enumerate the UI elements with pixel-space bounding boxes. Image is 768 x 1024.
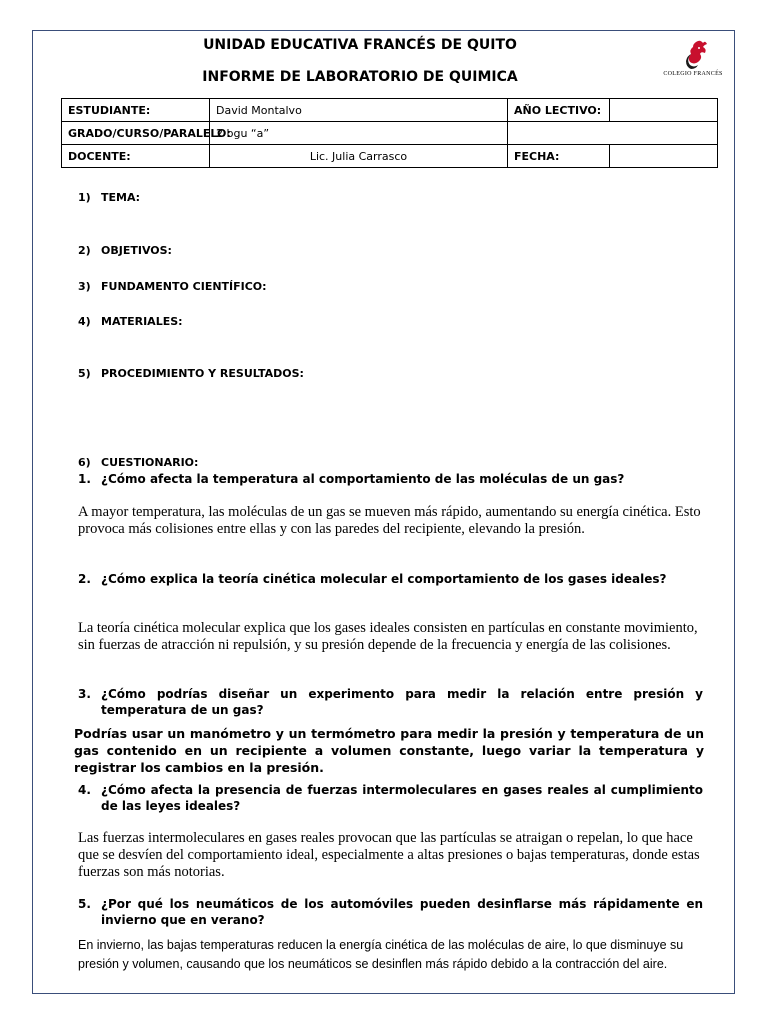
section-tema (78, 191, 140, 204)
info-row-grado (62, 122, 718, 145)
question-2 (78, 571, 703, 587)
section-fundamento (78, 280, 267, 293)
info-row-docente (62, 145, 718, 168)
question-number: 5. (78, 897, 91, 911)
student-info-table (61, 98, 718, 168)
question-text: ¿Cómo explica la teoría cinética molecular el comportamiento de los gases ideales? (101, 572, 667, 586)
question-text: ¿Cómo afecta la presencia de fuerzas intermoleculares en gases reales al cumplimiento de las leyes ideales? (101, 783, 703, 813)
logo-caption: COLEGIO FRANCÉS (663, 71, 723, 77)
question-3 (78, 686, 703, 718)
anio-lectivo-value[interactable] (610, 99, 718, 122)
docente-label: DOCENTE: (62, 145, 210, 168)
section-label: FUNDAMENTO CIENTÍFICO: (101, 280, 267, 293)
section-number: 1) (78, 191, 91, 204)
answer-3: Podrías usar un manómetro y un termómetro para medir la presión y temperatura de un gas contenido en un recipiente a volumen constante, luego variar la temperatura y registrar los cambios en la presión. (74, 726, 704, 775)
question-5 (78, 896, 703, 928)
section-procedimiento (78, 367, 304, 380)
section-number: 6) (78, 456, 91, 469)
grado-label: GRADO/CURSO/PARALELO: (62, 122, 210, 145)
rooster-logo-icon (660, 38, 726, 84)
answer-1: A mayor temperatura, las moléculas de un gas se mueven más rápido, aumentando su energía cinética. Esto provoca más colisiones entre ellas y con las paredes del recipiente, elevando la presión. (78, 504, 701, 537)
school-name: UNIDAD EDUCATIVA FRANCÉS DE QUITO (203, 37, 517, 53)
question-1 (78, 471, 703, 487)
section-objetivos (78, 244, 172, 257)
question-text: ¿Por qué los neumáticos de los automóviles pueden desinflarse más rápidamente en invierno que en verano? (101, 897, 703, 927)
question-number: 4. (78, 783, 91, 797)
empty-cell (508, 122, 718, 145)
section-number: 2) (78, 244, 91, 257)
estudiante-label: ESTUDIANTE: (62, 99, 210, 122)
question-number: 3. (78, 687, 91, 701)
section-label: OBJETIVOS: (101, 244, 172, 257)
report-title: INFORME DE LABORATORIO DE QUIMICA (202, 69, 518, 85)
section-cuestionario (78, 456, 198, 469)
question-text: ¿Cómo podrías diseñar un experimento para medir la relación entre presión y temperatura de un gas? (101, 687, 703, 717)
question-text: ¿Cómo afecta la temperatura al comportamiento de las moléculas de un gas? (101, 472, 625, 486)
question-number: 2. (78, 572, 91, 586)
answer-4: Las fuerzas intermoleculares en gases reales provocan que las partículas se atraigan o repelan, lo que hace que se desvíen del comportamiento ideal, especialmente a altas presiones o bajas temperaturas, donde estas fuerzas son más notorias. (78, 830, 700, 880)
section-label: PROCEDIMIENTO Y RESULTADOS: (101, 367, 304, 380)
section-label: MATERIALES: (101, 315, 183, 328)
section-number: 5) (78, 367, 91, 380)
answer-2: La teoría cinética molecular explica que los gases ideales consisten en partículas en constante movimiento, sin fuerzas de atracción ni repulsión, y su presión depende de la frecuencia y energía de las colisiones. (78, 620, 698, 653)
section-number: 3) (78, 280, 91, 293)
fecha-value[interactable] (610, 145, 718, 168)
docente-value[interactable]: Lic. Julia Carrasco (210, 145, 508, 168)
question-number: 1. (78, 472, 91, 486)
section-label: CUESTIONARIO: (101, 456, 199, 469)
grado-value[interactable]: 2 bgu “a” (210, 122, 508, 145)
section-materiales (78, 315, 183, 328)
estudiante-value[interactable]: David Montalvo (210, 99, 508, 122)
section-label: TEMA: (101, 191, 141, 204)
answer-5: En invierno, las bajas temperaturas reducen la energía cinética de las moléculas de aire, lo que disminuye su presión y volumen, causando que los neumáticos se desinflen más rápido debido a la contracción del aire. (78, 938, 684, 971)
fecha-label: FECHA: (508, 145, 610, 168)
section-number: 4) (78, 315, 91, 328)
anio-lectivo-label: AÑO LECTIVO: (508, 99, 610, 122)
info-row-estudiante (62, 99, 718, 122)
question-4 (78, 782, 703, 814)
